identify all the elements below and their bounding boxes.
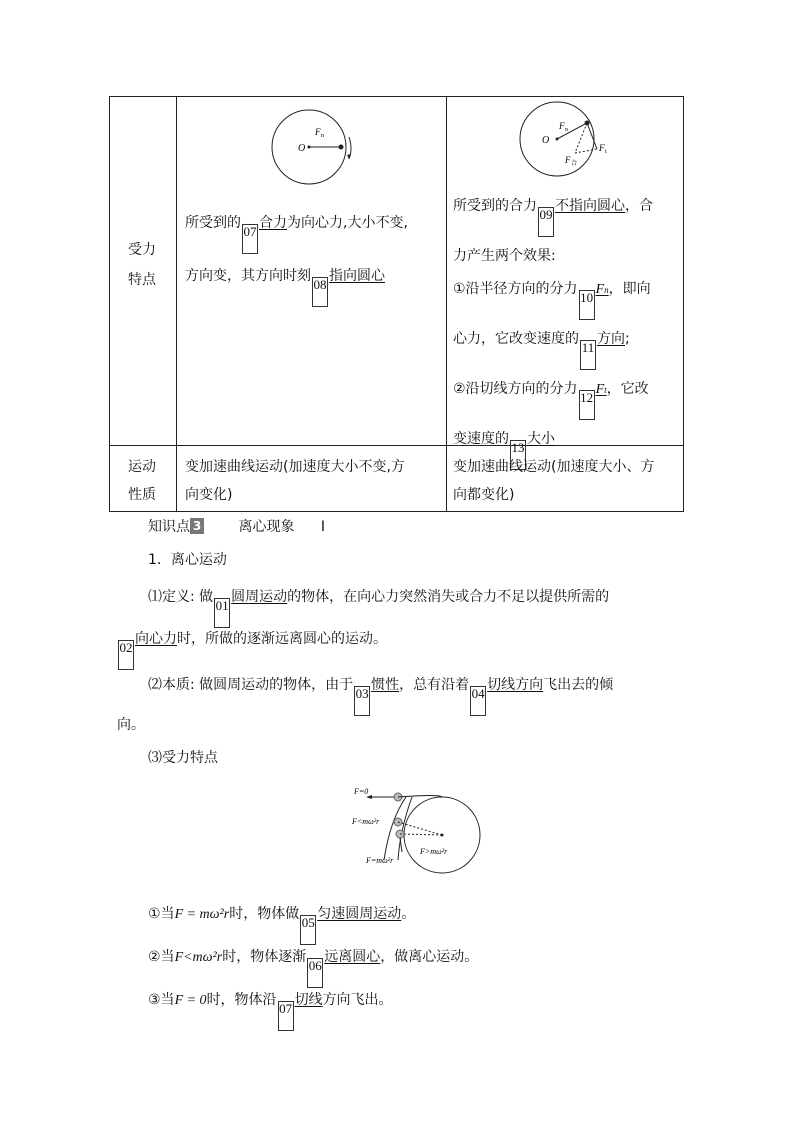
uniform-force-text: 所受到的07合力为向心力,大小不变, 方向变，其方向时刻08指向圆心 [185, 207, 445, 307]
answer-text: 惯性 [371, 677, 400, 693]
uniform-motion-text: 变加速曲线运动(加速度大小不变,方 向变化) [185, 459, 405, 503]
svg-text:F=0: F=0 [354, 787, 369, 796]
answer-number-box: 11 [580, 340, 596, 370]
svg-text:F: F [559, 121, 565, 131]
case-zero-force: ③当F = 0时，物体沿07切线方向飞出。 [148, 989, 393, 1031]
answer-number-box: 07 [242, 224, 258, 254]
answer-number-box: 02 [118, 640, 134, 670]
svg-text:F: F [565, 155, 571, 165]
answer-number-box: 06 [307, 958, 323, 988]
answer-number-box: 03 [354, 686, 370, 716]
svg-text:合: 合 [571, 161, 578, 167]
answer-number-box: 09 [538, 207, 554, 237]
section-number-badge: 3 [190, 518, 204, 534]
column-divider [446, 97, 447, 511]
nonuniform-circle-diagram [515, 101, 625, 185]
section-heading: 知识点 3 离心现象 I [148, 519, 326, 535]
answer-text: 合力 [259, 215, 287, 231]
svg-text:F>mω²r: F>mω²r [420, 847, 448, 856]
svg-text:O: O [542, 135, 550, 146]
answer-text: 指向圆心 [329, 268, 385, 284]
answer-text: Fn [595, 282, 609, 297]
definition-line1: ⑴定义: 做01圆周运动的物体，在向心力突然消失或合力不足以提供所需的 [148, 586, 609, 628]
row-header-motion: 运动 性质 [128, 459, 156, 503]
svg-text:O: O [298, 143, 306, 154]
essence-line1: ⑵本质: 做圆周运动的物体，由于03惯性，总有沿着04切线方向飞出去的倾 [148, 674, 613, 716]
nonuniform-motion-text: 变加速曲线运动(加速度大小、方 向都变化) [453, 459, 655, 503]
row-header-force: 受力 特点 [128, 242, 156, 288]
answer-number-box: 04 [470, 686, 486, 716]
item-heading: 1．离心运动 [148, 552, 227, 568]
answer-number-box: 05 [300, 915, 316, 945]
svg-text:t: t [605, 149, 607, 155]
answer-text: 大小 [527, 431, 555, 447]
answer-text: Ft [595, 382, 607, 397]
answer-number-box: 07 [278, 1001, 294, 1031]
svg-text:F=mω²r: F=mω²r [366, 856, 394, 865]
answer-number-box: 12 [579, 390, 595, 420]
answer-number-box: 10 [579, 290, 595, 320]
centrifugal-figure [340, 780, 490, 880]
column-divider [176, 97, 177, 511]
essence-line2: 向。 [117, 717, 145, 733]
uniform-circle-diagram [265, 109, 365, 189]
answer-text: 不指向圆心 [555, 198, 625, 214]
comparison-table [109, 96, 684, 512]
definition-line2: 02向心力时，所做的逐渐远离圆心的运动。 [117, 628, 387, 670]
answer-text: 切线方向 [487, 677, 544, 693]
answer-text: 匀速圆周运动 [317, 906, 402, 922]
svg-text:F: F [599, 143, 605, 153]
nonuniform-force-text: 所受到的合力09不指向圆心，合 力产生两个效果: ①沿半径方向的分力10Fn，即向 心力，它改变速度的11方向; ②沿切线方向的分力12Ft，它改 变速度的13大小 [453, 193, 685, 470]
svg-text:F: F [315, 127, 321, 137]
svg-text:n: n [565, 127, 568, 133]
answer-text: 切线 [294, 992, 323, 1008]
answer-text: 方向 [597, 331, 625, 347]
answer-text: 圆周运动 [231, 589, 288, 605]
answer-text: 向心力 [135, 631, 177, 647]
svg-text:n: n [321, 133, 324, 139]
answer-number-box: 13 [510, 440, 526, 470]
case-uniform: ①当F = mω²r时，物体做05匀速圆周运动。 [148, 903, 415, 945]
answer-text: 远离圆心 [324, 949, 381, 965]
answer-number-box: 08 [312, 277, 328, 307]
force-features-heading: ⑶受力特点 [148, 750, 218, 766]
answer-number-box: 01 [214, 598, 230, 628]
case-centrifugal: ②当F<mω²r时，物体逐渐06远离圆心，做离心运动。 [148, 946, 478, 988]
svg-text:F<mω²r: F<mω²r [352, 817, 380, 826]
